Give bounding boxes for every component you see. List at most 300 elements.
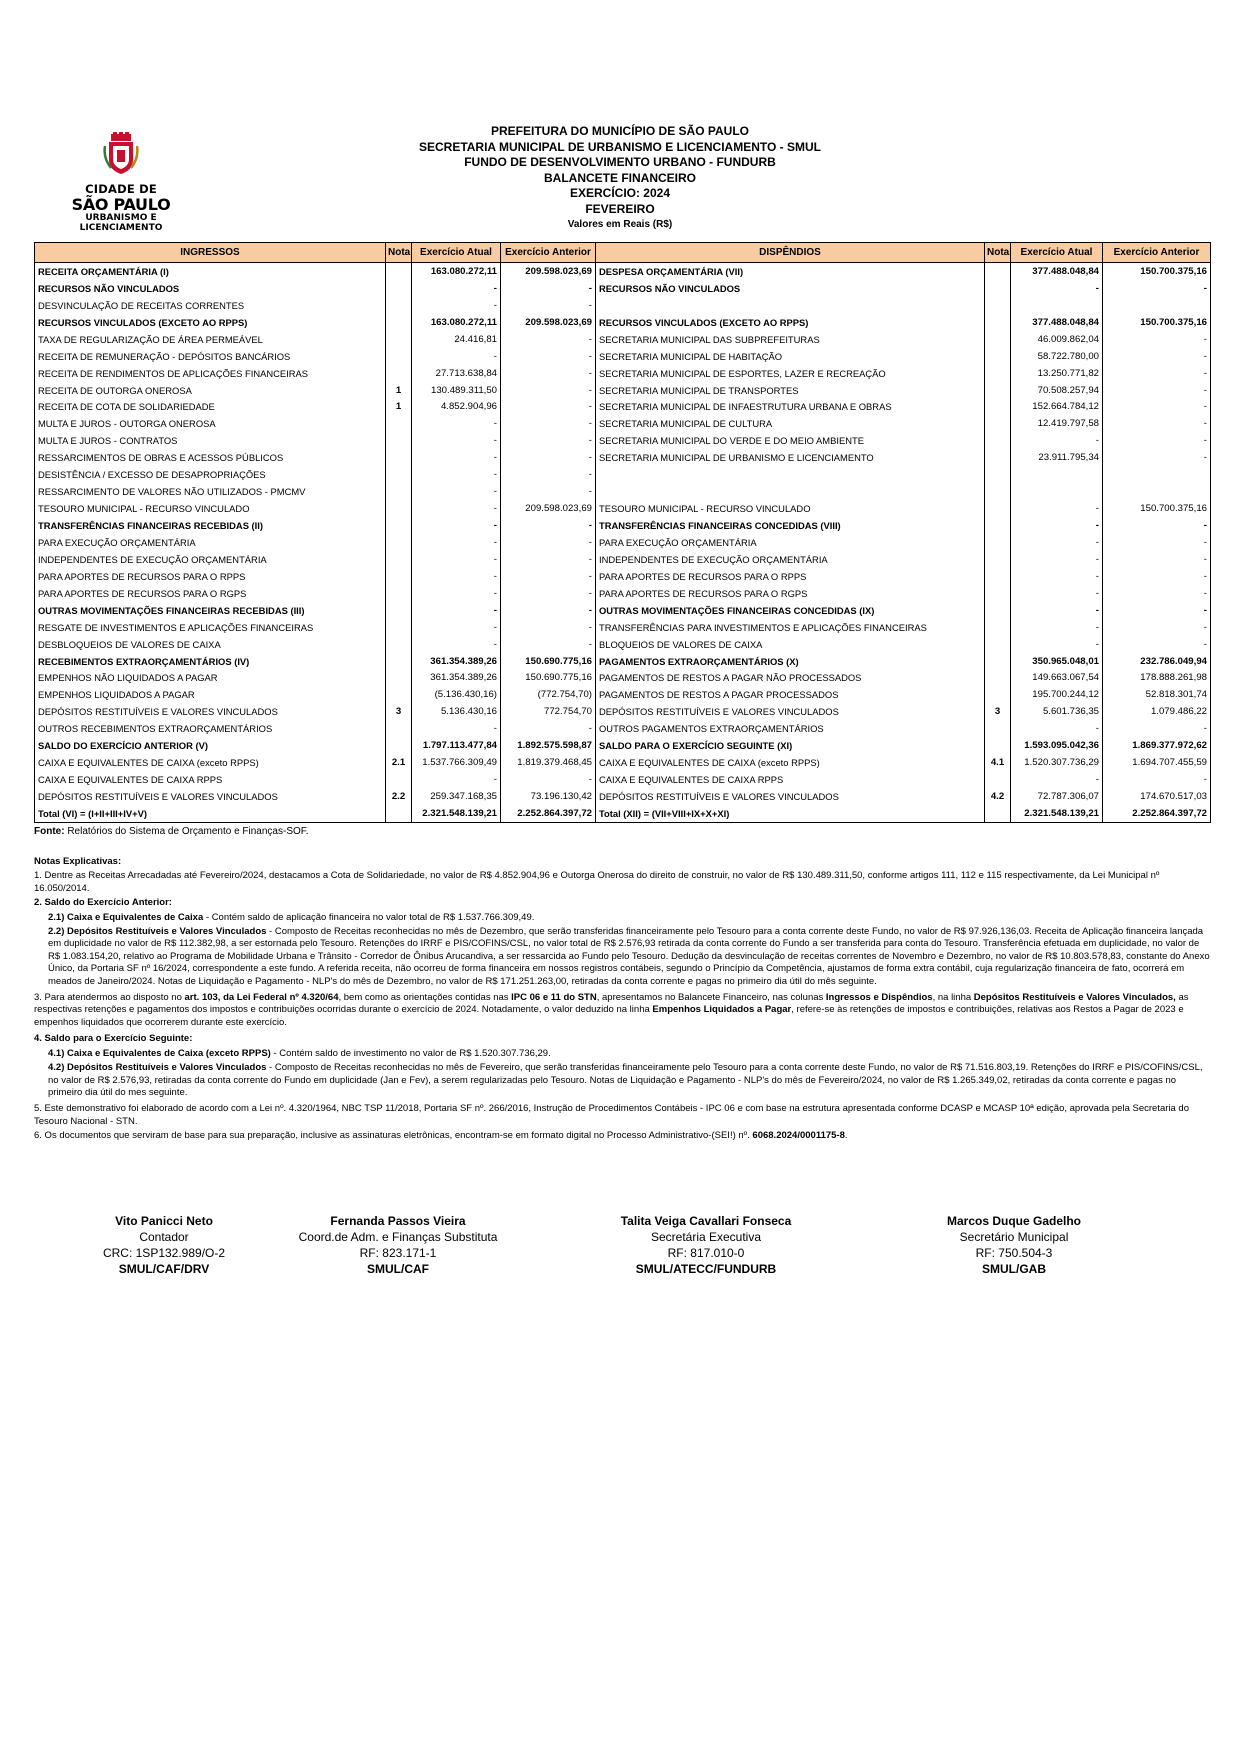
ingresso-anterior: - (501, 636, 596, 653)
report-header (330, 124, 910, 232)
ingresso-nota (386, 517, 412, 534)
dispendio-anterior: - (1103, 449, 1211, 466)
ingresso-atual: - (412, 551, 501, 568)
dispendio-nota (985, 686, 1011, 703)
dispendio-anterior: - (1103, 636, 1211, 653)
ingresso-nota (386, 500, 412, 517)
ingresso-anterior: 209.598.023,69 (501, 314, 596, 331)
dispendio-label: SECRETARIA MUNICIPAL DE TRANSPORTES (596, 382, 985, 399)
dispendio-atual: - (1011, 619, 1103, 636)
dispendio-label: DEPÓSITOS RESTITUÍVEIS E VALORES VINCULADOS (596, 788, 985, 805)
ingresso-label: RECEITA DE COTA DE SOLIDARIEDADE (35, 399, 386, 416)
ingresso-anterior: 209.598.023,69 (501, 500, 596, 517)
dispendio-atual (1011, 297, 1103, 314)
dispendio-anterior: - (1103, 619, 1211, 636)
table-row (35, 771, 1211, 788)
ingresso-atual: 4.852.904,96 (412, 399, 501, 416)
dispendio-anterior: - (1103, 382, 1211, 399)
note-3-bold: Ingressos e Dispêndios (825, 992, 933, 1004)
ingresso-label: PARA EXECUÇÃO ORÇAMENTÁRIA (35, 534, 386, 551)
dispendio-nota (985, 314, 1011, 331)
ingresso-label: RECURSOS VINCULADOS (EXCETO AO RPPS) (35, 314, 386, 331)
table-row (35, 585, 1211, 602)
dispendio-atual: 350.965.048,01 (1011, 653, 1103, 670)
dispendio-atual: 195.700.244,12 (1011, 686, 1103, 703)
table-row (35, 720, 1211, 737)
dispendio-atual: - (1011, 771, 1103, 788)
table-row (35, 551, 1211, 568)
ingresso-label: RECEITA DE RENDIMENTOS DE APLICAÇÕES FINANCEIRAS (35, 365, 386, 382)
ingresso-nota (386, 653, 412, 670)
col-ingressos: INGRESSOS (35, 243, 386, 263)
signer-role: Secretária Executiva (650, 1230, 762, 1244)
dispendio-label: SECRETARIA MUNICIPAL DE INFAESTRUTURA URBANA E OBRAS (596, 399, 985, 416)
note-3-part: , bem como as orientações contidas nas (338, 992, 512, 1004)
note-6-text: 6. Os documentos que serviram de base para sua preparação, inclusive as assinaturas eletrônicas, encontram-se em formato digital no Processo Administrativo-(SEI!) nº. (34, 1130, 753, 1142)
ingresso-nota: 1 (386, 399, 412, 416)
ingresso-nota (386, 449, 412, 466)
ingresso-atual: - (412, 720, 501, 737)
table-row (35, 703, 1211, 720)
dispendio-atual: - (1011, 585, 1103, 602)
ingresso-label: RECEITA DE REMUNERAÇÃO - DEPÓSITOS BANCÁRIOS (35, 348, 386, 365)
table-row (35, 602, 1211, 619)
dispendio-anterior: 178.888.261,98 (1103, 670, 1211, 687)
dispendio-atual: 152.664.784,12 (1011, 399, 1103, 416)
dispendio-anterior: 1.869.377.972,62 (1103, 737, 1211, 754)
dispendio-atual (1011, 466, 1103, 483)
ingresso-atual: 259.347.168,35 (412, 788, 501, 805)
ingresso-anterior: 1.819.379.468,45 (501, 754, 596, 771)
dispendio-nota (985, 297, 1011, 314)
table-row (35, 636, 1211, 653)
table-row (35, 568, 1211, 585)
ingresso-atual: - (412, 568, 501, 585)
signature-block (268, 1213, 528, 1277)
dispendio-nota (985, 568, 1011, 585)
ingresso-nota (386, 737, 412, 754)
dispendio-nota (985, 449, 1011, 466)
table-row (35, 348, 1211, 365)
dispendio-nota (985, 517, 1011, 534)
dispendio-label: PAGAMENTOS EXTRAORÇAMENTÁRIOS (X) (596, 653, 985, 670)
dispendio-anterior: 52.818.301,74 (1103, 686, 1211, 703)
ingresso-atual: 5.136.430,16 (412, 703, 501, 720)
dispendio-nota (985, 365, 1011, 382)
ingresso-anterior: 772.754,70 (501, 703, 596, 720)
dispendio-anterior: - (1103, 771, 1211, 788)
dispendio-nota: 3 (985, 703, 1011, 720)
ingresso-atual: - (412, 517, 501, 534)
ingresso-nota (386, 331, 412, 348)
dispendio-anterior: - (1103, 415, 1211, 432)
ingresso-anterior: - (501, 382, 596, 399)
ingresso-nota (386, 602, 412, 619)
ingresso-anterior: 1.892.575.598,87 (501, 737, 596, 754)
signer-unit: SMUL/CAF (367, 1262, 429, 1276)
dispendio-nota (985, 670, 1011, 687)
dispendio-label: SECRETARIA MUNICIPAL DAS SUBPREFEITURAS (596, 331, 985, 348)
note-3-bold: Empenhos Liquidados a Pagar (652, 1004, 792, 1016)
city-logo (66, 132, 176, 233)
dispendio-anterior: - (1103, 585, 1211, 602)
table-row (35, 653, 1211, 670)
ingresso-label: RECEITA ORÇAMENTÁRIA (I) (35, 263, 386, 280)
ingresso-anterior: - (501, 297, 596, 314)
ingresso-nota (386, 297, 412, 314)
table-row (35, 754, 1211, 771)
dispendio-nota (985, 263, 1011, 280)
ingresso-atual: - (412, 432, 501, 449)
dispendio-label: INDEPENDENTES DE EXECUÇÃO ORÇAMENTÁRIA (596, 551, 985, 568)
dispendio-anterior: - (1103, 551, 1211, 568)
note-2-2-text: - Composto de Receitas reconhecidas no mês de Dezembro, que serão transferidas financeiramente pelo Tesouro para a conta corrente deste Fundo, no valor de R$ 97.926,136,03. Receita de Aplicação financeira lançada em duplicidade no valor de R$ 112.382,98, a ser estornada pelo Tesouro. Retenções do IRRF e PIS/COFINS/CSL, no valor total de R$ 2.576,93 retirada da conta corrente do Fundo a ser transferida para conta do Tesouro. Transferência efetuada em duplicidade, no valor de R$ 1.083.154,20, relativo ao Programa de Mobilidade Urbana e Trânsito - Corredor de Ônibus Arucandiva, a ser ressarcida ao Fundo pelo Tesouro. Dedução da desvinculação de receitas correntes de Novembro e Dezembro, no valor de R$ 10.803.578,83, constante do Anexo Único, da Portaria SF nº 16/2024, correspondente a este fundo. A referida receita, não ocorreu de forma financeira em nossos registros contábeis, segundo o Princípio da Competência, ajustamos de forma extra contábil, cuja regularização financeira de fato, ocorrerá em meados de Janeiro/2024. Notas de Liquidação e Pagamento - NLP's do mês de Dezembro, no valor de R$ 171.251.263,00, retiradas da conta corrente e pagas no primeiro dia útil do mês seguinte. (48, 926, 1210, 987)
dispendio-anterior: - (1103, 534, 1211, 551)
ingresso-anterior: - (501, 331, 596, 348)
ingresso-nota (386, 466, 412, 483)
header-currency-note: Valores em Reais (R$) (567, 219, 673, 230)
ingresso-label: CAIXA E EQUIVALENTES DE CAIXA (exceto RPPS) (35, 754, 386, 771)
ingresso-atual: - (412, 585, 501, 602)
dispendio-label: PARA EXECUÇÃO ORÇAMENTÁRIA (596, 534, 985, 551)
table-row (35, 788, 1211, 805)
dispendio-atual: 46.009.862,04 (1011, 331, 1103, 348)
signer-id: RF: 823.171-1 (359, 1246, 437, 1260)
ingresso-label: RECEITA DE OUTORGA ONEROSA (35, 382, 386, 399)
dispendio-nota: 4.1 (985, 754, 1011, 771)
dispendio-atual: 1.593.095.042,36 (1011, 737, 1103, 754)
note-3-part: , na linha (932, 992, 974, 1004)
dispendio-anterior (1103, 483, 1211, 500)
dispendio-nota: 4.2 (985, 788, 1011, 805)
dispendio-anterior (1103, 466, 1211, 483)
ingresso-label: RECURSOS NÃO VINCULADOS (35, 280, 386, 297)
ingresso-label: DESBLOQUEIOS DE VALORES DE CAIXA (35, 636, 386, 653)
ingresso-nota (386, 280, 412, 297)
dispendio-atual: - (1011, 568, 1103, 585)
ingresso-atual: 361.354.389,26 (412, 653, 501, 670)
note-3-part: , apresentamos no Balancete Financeiro, nas colunas (596, 992, 826, 1004)
signer-name: Talita Veiga Cavallari Fonseca (620, 1214, 792, 1228)
ingresso-atual: - (412, 534, 501, 551)
ingresso-nota (386, 483, 412, 500)
ingresso-label: DESVINCULAÇÃO DE RECEITAS CORRENTES (35, 297, 386, 314)
dispendio-nota (985, 585, 1011, 602)
dispendio-nota (985, 534, 1011, 551)
header-fundo: FUNDO DE DESENVOLVIMENTO URBANO - FUNDURB (464, 155, 776, 169)
header-month: FEVEREIRO (585, 201, 655, 216)
signature-block (576, 1213, 836, 1277)
col-anterior-left: Exercício Anterior (501, 243, 596, 263)
ingresso-nota: 3 (386, 703, 412, 720)
dispendio-atual: 377.488.048,84 (1011, 314, 1103, 331)
note-6-end: . (844, 1130, 848, 1142)
ingresso-atual: 24.416,81 (412, 331, 501, 348)
notes-title: Notas Explicativas: (34, 856, 122, 867)
dispendio-label: SECRETARIA MUNICIPAL DE ESPORTES, LAZER E RECREAÇÃO (596, 365, 985, 382)
ingresso-label: MULTA E JUROS - CONTRATOS (35, 432, 386, 449)
dispendio-anterior: 232.786.049,94 (1103, 653, 1211, 670)
ingresso-atual: - (412, 500, 501, 517)
ingresso-atual: - (412, 348, 501, 365)
signer-unit: SMUL/ATECC/FUNDURB (635, 1262, 777, 1276)
dispendio-nota (985, 280, 1011, 297)
dispendio-nota (985, 737, 1011, 754)
source-text: Relatórios do Sistema de Orçamento e Finanças-SOF. (64, 826, 309, 837)
ingresso-nota (386, 771, 412, 788)
dispendio-atual: - (1011, 636, 1103, 653)
ingresso-anterior: - (501, 602, 596, 619)
ingresso-label: CAIXA E EQUIVALENTES DE CAIXA RPPS (35, 771, 386, 788)
dispendio-anterior: 150.700.375,16 (1103, 263, 1211, 280)
dispendio-anterior: - (1103, 348, 1211, 365)
ingresso-atual: 130.489.311,50 (412, 382, 501, 399)
ingresso-anterior: 2.252.864.397,72 (501, 805, 596, 822)
dispendio-anterior: - (1103, 331, 1211, 348)
ingresso-nota (386, 805, 412, 822)
dispendio-anterior: 150.700.375,16 (1103, 500, 1211, 517)
signer-role: Coord.de Adm. e Finanças Substituta (298, 1230, 498, 1244)
ingresso-anterior: - (501, 365, 596, 382)
col-nota-left: Nota (386, 243, 412, 263)
ingresso-label: TAXA DE REGULARIZAÇÃO DE ÁREA PERMEÁVEL (35, 331, 386, 348)
dispendio-atual: 13.250.771,82 (1011, 365, 1103, 382)
dispendio-atual: 12.419.797,58 (1011, 415, 1103, 432)
table-row (35, 686, 1211, 703)
dispendio-atual: 1.520.307.736,29 (1011, 754, 1103, 771)
ingresso-anterior: - (501, 720, 596, 737)
dispendio-nota (985, 399, 1011, 416)
dispendio-anterior: - (1103, 432, 1211, 449)
table-body (35, 263, 1211, 823)
table-row (35, 432, 1211, 449)
dispendio-atual: - (1011, 602, 1103, 619)
dispendio-label: SECRETARIA MUNICIPAL DO VERDE E DO MEIO AMBIENTE (596, 432, 985, 449)
note-2-1-text: - Contém saldo de aplicação financeira no valor total de R$ 1.537.766.309,49. (203, 911, 535, 923)
note-4-title: 4. Saldo para o Exercício Seguinte: (34, 1033, 193, 1045)
dispendio-nota (985, 348, 1011, 365)
ingresso-label: SALDO DO EXERCÍCIO ANTERIOR (V) (35, 737, 386, 754)
ingresso-anterior: (772.754,70) (501, 686, 596, 703)
ingresso-anterior: - (501, 280, 596, 297)
ingresso-anterior: - (501, 483, 596, 500)
ingresso-nota (386, 551, 412, 568)
dispendio-anterior: - (1103, 365, 1211, 382)
ingresso-label: DEPÓSITOS RESTITUÍVEIS E VALORES VINCULADOS (35, 703, 386, 720)
ingresso-atual: - (412, 297, 501, 314)
dispendio-nota (985, 483, 1011, 500)
dispendio-atual: 149.663.067,54 (1011, 670, 1103, 687)
ingresso-label: OUTROS RECEBIMENTOS EXTRAORÇAMENTÁRIOS (35, 720, 386, 737)
note-3-part: as respectivas retenções e pagamentos dos impostos e contribuições ocorridas durante o exercício de 2024. Notadamente, o valor deduzido na linha (34, 992, 1189, 1016)
ingresso-label: OUTRAS MOVIMENTAÇÕES FINANCEIRAS RECEBIDAS (III) (35, 602, 386, 619)
ingresso-atual: 163.080.272,11 (412, 263, 501, 280)
ingresso-label: DEPÓSITOS RESTITUÍVEIS E VALORES VINCULADOS (35, 788, 386, 805)
dispendio-anterior: 150.700.375,16 (1103, 314, 1211, 331)
dispendio-nota (985, 432, 1011, 449)
ingresso-label: RESSARCIMENTO DE VALORES NÃO UTILIZADOS - PMCMV (35, 483, 386, 500)
table-row (35, 415, 1211, 432)
ingresso-anterior: - (501, 585, 596, 602)
ingresso-anterior: - (501, 449, 596, 466)
header-exercicio: EXERCÍCIO: 2024 (569, 186, 671, 200)
dispendio-nota (985, 500, 1011, 517)
ingresso-label: MULTA E JUROS - OUTORGA ONEROSA (35, 415, 386, 432)
ingresso-label: PARA APORTES DE RECURSOS PARA O RGPS (35, 585, 386, 602)
dispendio-label: TRANSFERÊNCIAS FINANCEIRAS CONCEDIDAS (VIII) (596, 517, 985, 534)
signer-name: Marcos Duque Gadelho (946, 1214, 1082, 1228)
ingresso-atual: 163.080.272,11 (412, 314, 501, 331)
ingresso-atual: 361.354.389,26 (412, 670, 501, 687)
dispendio-atual: - (1011, 720, 1103, 737)
dispendio-label: TRANSFERÊNCIAS PARA INVESTIMENTOS E APLICAÇÕES FINANCEIRAS (596, 619, 985, 636)
dispendio-anterior: - (1103, 517, 1211, 534)
dispendio-label: SECRETARIA MUNICIPAL DE CULTURA (596, 415, 985, 432)
dispendio-atual: - (1011, 500, 1103, 517)
dispendio-label: TESOURO MUNICIPAL - RECURSO VINCULADO (596, 500, 985, 517)
ingresso-anterior: - (501, 771, 596, 788)
dispendio-nota (985, 636, 1011, 653)
dispendio-nota (985, 466, 1011, 483)
dispendio-label: PAGAMENTOS DE RESTOS A PAGAR PROCESSADOS (596, 686, 985, 703)
ingresso-label: TRANSFERÊNCIAS FINANCEIRAS RECEBIDAS (II) (35, 517, 386, 534)
header-secretaria: SECRETARIA MUNICIPAL DE URBANISMO E LICENCIAMENTO - SMUL (418, 139, 821, 154)
dispendio-nota (985, 602, 1011, 619)
ingresso-label: RECEBIMENTOS EXTRAORÇAMENTÁRIOS (IV) (35, 653, 386, 670)
ingresso-anterior: 150.690.775,16 (501, 653, 596, 670)
signature-block (34, 1213, 294, 1277)
header-report-title: BALANCETE FINANCEIRO (544, 170, 696, 185)
dispendio-atual: - (1011, 432, 1103, 449)
dispendio-anterior: - (1103, 720, 1211, 737)
note-3-bold: IPC 06 e 11 do STN (511, 992, 597, 1004)
source-note (34, 826, 309, 837)
dispendio-label: PAGAMENTOS DE RESTOS A PAGAR NÃO PROCESSADOS (596, 670, 985, 687)
dispendio-nota (985, 382, 1011, 399)
signer-role: Contador (139, 1230, 189, 1244)
table-row (35, 619, 1211, 636)
dispendio-label: DESPESA ORÇAMENTÁRIA (VII) (596, 263, 985, 280)
note-4-1 (34, 1048, 1210, 1060)
table-row (35, 382, 1211, 399)
ingresso-nota: 1 (386, 382, 412, 399)
ingresso-anterior: 150.690.775,16 (501, 670, 596, 687)
table-row (35, 280, 1211, 297)
ingresso-nota (386, 415, 412, 432)
dispendio-label: SALDO PARA O EXERCÍCIO SEGUINTE (XI) (596, 737, 985, 754)
ingresso-nota (386, 568, 412, 585)
coat-of-arms-icon (103, 132, 139, 176)
ingresso-anterior: - (501, 517, 596, 534)
signer-unit: SMUL/CAF/DRV (118, 1262, 210, 1276)
note-3-part: , refere-se às retenções de impostos e contribuições, relativas aos Restos a Pagar de 2023 e empenhos liquidados que ocorrerem durante este exercício. (34, 1004, 1184, 1028)
note-4-2-label: 4.2) Depósitos Restituíveis e Valores Vinculados (48, 1062, 267, 1074)
dispendio-atual: 377.488.048,84 (1011, 263, 1103, 280)
table-row (35, 365, 1211, 382)
signer-id: RF: 817.010-0 (667, 1246, 745, 1260)
note-1: 1. Dentre as Receitas Arrecadadas até Fevereiro/2024, destacamos a Cota de Solidariedade, no valor de R$ 4.852.904,96 e Outorga Onerosa do direito de construir, no valor de R$ 130.489.311,50, conforme artigos 111, 112 e 115 respectivamente, da Lei Municipal nº 16.050/2014. (34, 870, 1160, 894)
dispendio-nota (985, 771, 1011, 788)
dispendio-atual: - (1011, 551, 1103, 568)
dispendio-nota (985, 720, 1011, 737)
dispendio-label (596, 466, 985, 483)
dispendio-label (596, 297, 985, 314)
ingresso-nota (386, 585, 412, 602)
note-2-2-label: 2.2) Depósitos Restituíveis e Valores Vinculados (48, 926, 267, 938)
explanatory-notes (34, 856, 1210, 1145)
table-row (35, 670, 1211, 687)
dispendio-anterior (1103, 297, 1211, 314)
ingresso-atual: 27.713.638,84 (412, 365, 501, 382)
dispendio-atual: - (1011, 534, 1103, 551)
col-dispendios: DISPÊNDIOS (596, 243, 985, 263)
ingresso-nota (386, 670, 412, 687)
dispendio-label: RECURSOS VINCULADOS (EXCETO AO RPPS) (596, 314, 985, 331)
dispendio-anterior: - (1103, 602, 1211, 619)
ingresso-anterior: 209.598.023,69 (501, 263, 596, 280)
note-2-1-label: 2.1) Caixa e Equivalentes de Caixa (48, 911, 204, 923)
dispendio-nota (985, 551, 1011, 568)
ingresso-label: TESOURO MUNICIPAL - RECURSO VINCULADO (35, 500, 386, 517)
dispendio-atual: 23.911.795,34 (1011, 449, 1103, 466)
ingresso-nota: 2.1 (386, 754, 412, 771)
logo-line-2: SÃO PAULO (71, 195, 171, 214)
table-row (35, 297, 1211, 314)
dispendio-nota (985, 619, 1011, 636)
note-3-part: 3. Para atendermos ao disposto no (34, 992, 185, 1004)
ingresso-nota (386, 314, 412, 331)
note-4-2-text: - Composto de Receitas reconhecidas no mês de Fevereiro, que serão transferidas financeiramente pelo Tesouro para a conta corrente deste Fundo, no valor de R$ 71.516.803,19. Retenções do IRRF e PIS/COFINS/CSL, no valor de R$ 2.576,93, retiradas da conta corrente do Fundo em duplicidade (Jan e Fev), a serem regularizadas pelo Tesouro. Notas de Liquidação e Pagamento - NLP's do mês de Fevereiro/2024, no valor de R$ 1.265.349,02, retiradas da conta corrente e pagas no primeiro dia útil do mes seguinte. (48, 1062, 1203, 1098)
table-row (35, 466, 1211, 483)
ingresso-anterior: - (501, 534, 596, 551)
ingresso-label: Total (VI) = (I+II+III+IV+V) (35, 805, 386, 822)
ingresso-label: RESSARCIMENTOS DE OBRAS E ACESSOS PÚBLICOS (35, 449, 386, 466)
dispendio-label: CAIXA E EQUIVALENTES DE CAIXA RPPS (596, 771, 985, 788)
logo-line-4: LICENCIAMENTO (79, 223, 163, 233)
note-2-2 (34, 926, 1210, 988)
dispendio-atual: 58.722.780,00 (1011, 348, 1103, 365)
dispendio-label: SECRETARIA MUNICIPAL DE HABITAÇÃO (596, 348, 985, 365)
note-6 (34, 1130, 1210, 1142)
ingresso-anterior: 73.196.130,42 (501, 788, 596, 805)
table-row (35, 500, 1211, 517)
note-3-bold: art. 103, da Lei Federal nº 4.320/64 (184, 992, 339, 1004)
dispendio-anterior: - (1103, 399, 1211, 416)
ingresso-anterior: - (501, 551, 596, 568)
signer-id: RF: 750.504-3 (975, 1246, 1053, 1260)
table-row (35, 263, 1211, 280)
dispendio-nota (985, 331, 1011, 348)
dispendio-atual (1011, 483, 1103, 500)
dispendio-label: RECURSOS NÃO VINCULADOS (596, 280, 985, 297)
dispendio-atual: 2.321.548.139,21 (1011, 805, 1103, 822)
ingresso-anterior: - (501, 432, 596, 449)
dispendio-nota (985, 653, 1011, 670)
table-row (35, 331, 1211, 348)
ingresso-atual: 1.537.766.309,49 (412, 754, 501, 771)
dispendio-label: PARA APORTES DE RECURSOS PARA O RGPS (596, 585, 985, 602)
dispendio-label: OUTROS PAGAMENTOS EXTRAORÇAMENTÁRIOS (596, 720, 985, 737)
note-3-bold: Depósitos Restituíveis e Valores Vinculados, (973, 992, 1176, 1004)
table-row (35, 314, 1211, 331)
dispendio-anterior: 2.252.864.397,72 (1103, 805, 1211, 822)
table-row (35, 517, 1211, 534)
signer-role: Secretário Municipal (959, 1230, 1069, 1244)
header-prefeitura: PREFEITURA DO MUNICÍPIO DE SÃO PAULO (490, 124, 749, 138)
ingresso-atual: - (412, 771, 501, 788)
ingresso-label: EMPENHOS NÃO LIQUIDADOS A PAGAR (35, 670, 386, 687)
ingresso-atual: - (412, 415, 501, 432)
